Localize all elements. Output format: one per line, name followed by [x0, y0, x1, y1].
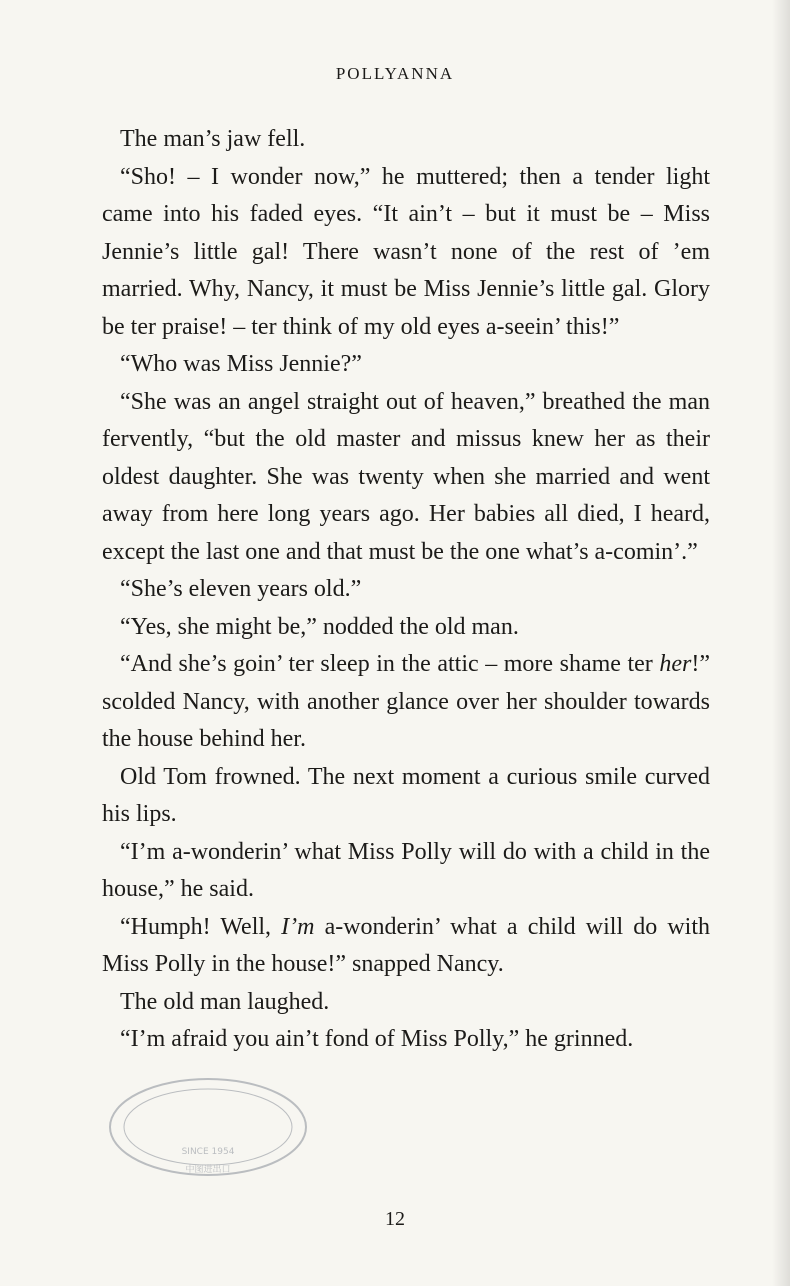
paragraph: “She’s eleven years old.”	[120, 576, 362, 602]
running-head: POLLYANNA	[335, 64, 455, 83]
paragraph: The man’s jaw fell.	[120, 126, 306, 152]
emphasis: her	[659, 651, 692, 677]
paragraph: “And she’s goin’ ter sleep in the attic – more shame ter her!” scolded Nancy, with another glance over her shoulder towards the house behind her.	[102, 651, 710, 752]
watermark-seal	[103, 1072, 313, 1182]
page-edge-shadow	[772, 0, 790, 1286]
paragraph: Old Tom frowned. The next moment a curious smile curved his lips.	[102, 763, 710, 827]
paragraph: “Yes, she might be,” nodded the old man.	[120, 613, 519, 640]
paragraph: “Sho! – I wonder now,” he muttered; then a tender light came into his faded eyes. “It ain’t – but it must be – Miss Jennie’s little gal! There wasn’t none of the rest of ’em married. Why, Nancy, it must be Miss Jennie’s little gal. Glory be ter praise! – ter think of my old eyes a-seein’ this!”	[102, 163, 710, 340]
paragraph: “She was an angel straight out of heaven,” breathed the man fervently, “but the old master and missus knew her as their oldest daughter. She was twenty when she married and went away from here long years ago. Her babies all died, I heard, except the last one and that must be the one what’s a-comin’.”	[102, 388, 710, 565]
seal-text-since: SINCE 1954	[181, 1147, 235, 1157]
paragraph: “I’m afraid you ain’t fond of Miss Polly,” he grinned.	[120, 1026, 634, 1052]
body-text	[102, 121, 710, 1059]
page-number: 12	[385, 1208, 405, 1230]
paragraph: “Humph! Well, I’m a-wonderin’ what a child will do with Miss Polly in the house!” snapped Nancy.	[102, 913, 710, 977]
paragraph: “I’m a-wonderin’ what Miss Polly will do with a child in the house,” he said.	[102, 838, 710, 902]
paragraph: The old man laughed.	[120, 988, 330, 1015]
emphasis: I’m	[281, 913, 315, 940]
paragraph: “Who was Miss Jennie?”	[120, 351, 362, 377]
seal-text-sub: 中图进出口	[185, 1165, 231, 1175]
